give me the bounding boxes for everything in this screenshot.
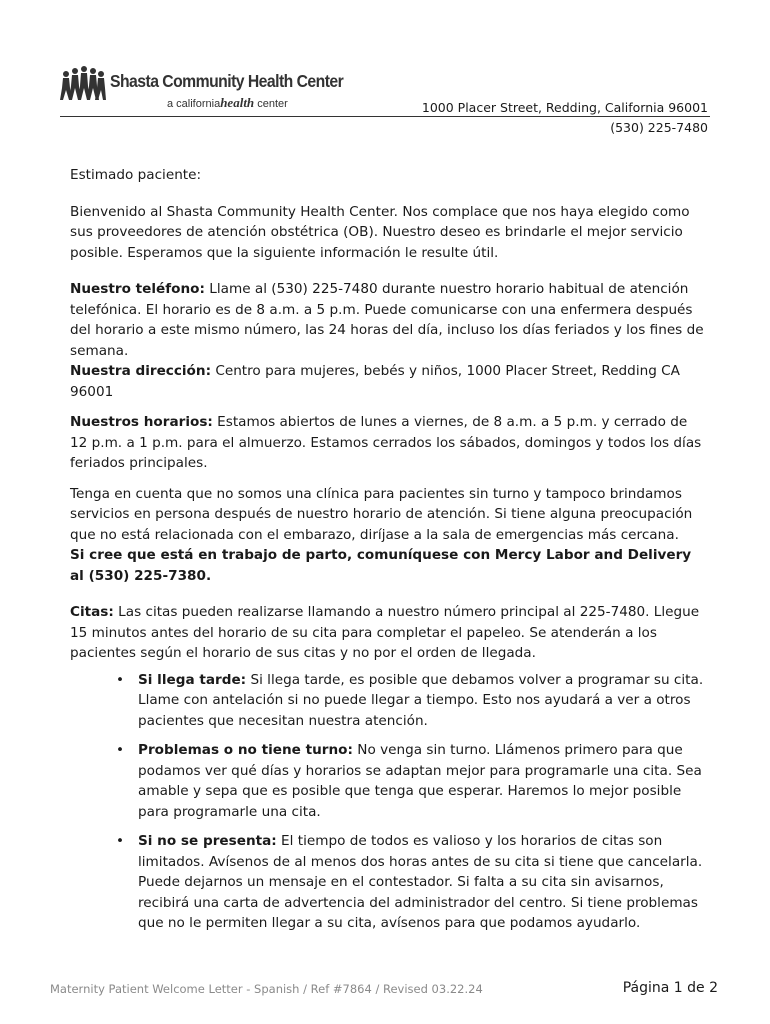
letterhead-logo [60, 66, 344, 116]
intro-paragraph: Bienvenido al Shasta Community Health Center. Nos complace que nos haya elegido como sus proveedores de atención obstétrica (OB). Nuestro deseo es brindarle el mejor servicio posible. Esperamos que la siguiente información le resulte útil. [70, 203, 690, 261]
header-address: 1000 Placer Street, Redding, California 96001 [421, 100, 708, 115]
org-tagline: a californiahealth center [167, 95, 288, 110]
appointments-paragraph: Citas: Las citas pueden realizarse llamando a nuestro número principal al 225-7480. Llegue 15 minutos antes del horario de su cita para completar el papeleo. Se atenderán a los pacientes según el horario de sus citas y no por el orden de llegada. [70, 604, 700, 661]
phone-paragraph: Nuestro teléfono: Llame al (530) 225-7480 durante nuestro horario habitual de atención telefónica. El horario es de 8 a.m. a 5 p.m. Puede comunicarse con una enfermera después del horario a este mismo número, las 24 horas del día, incluso los días feriados y los fines de semana. [70, 281, 704, 359]
header-divider [60, 116, 710, 117]
footer-doc-ref: Maternity Patient Welcome Letter - Spanish / Ref #7864 / Revised 03.22.24 [50, 982, 483, 996]
list-item: • Problemas o no tiene turno: No venga sin turno. Llámenos primero para que podamos ver qué días y horarios se adaptan mejor para programarle una cita. Sea amable y sepa que es posible que tenga que esperar. Haremos lo mejor posible para programarle una cita. [138, 740, 706, 822]
page-number: Página 1 de 2 [622, 980, 718, 996]
header-phone: (530) 225-7480 [610, 120, 708, 135]
appointment-rules-list [70, 670, 706, 934]
salutation: Estimado paciente: [70, 167, 202, 183]
phone-label: Nuestro teléfono: [70, 281, 205, 297]
list-item: • Si llega tarde: Si llega tarde, es posible que debamos volver a programar su cita. Llame con antelación si no puede llegar a tiempo. Esto nos ayudará a ver a otros pacientes que necesitan nuestra atención. [138, 670, 706, 732]
org-name: Shasta Community Health Center [110, 71, 344, 91]
walkin-paragraph: Tenga en cuenta que no somos una clínica para pacientes sin turno y tampoco brindamos servicios en persona después de nuestro horario de atención. Si tiene alguna preocupación que no está relacionada con el embarazo, diríjase a la sala de emergencias más cercana. [70, 485, 693, 543]
hours-paragraph: Nuestros horarios: Estamos abiertos de lunes a viernes, de 8 a.m. a 5 p.m. y cerrado de 12 p.m. a 1 p.m. para el almuerzo. Estamos cerrados los sábados, domingos y todos los días feriados principales. [70, 414, 702, 471]
appointments-label: Citas: [70, 604, 114, 620]
labor-notice: Si cree que está en trabajo de parto, comuníquese con Mercy Labor and Delivery al (530) 225-7380. [70, 547, 692, 584]
list-item: • Si no se presenta: El tiempo de todos es valioso y los horarios de citas son limitados. Avísenos de al menos dos horas antes de su cita si tiene que cancelarla. Puede dejarnos un mensaje en el contestador. Si falta a su cita sin avisarnos, recibirá una carta de advertencia del administrador del centro. Si tiene problemas que no le permiten llegar a su cita, avísenos para que podamos ayudarlo. [138, 831, 706, 934]
hours-label: Nuestros horarios: [70, 414, 213, 430]
people-group-logo-icon [60, 66, 106, 102]
address-paragraph: Nuestra dirección: Centro para mujeres, bebés y niños, 1000 Placer Street, Redding CA 96001 [70, 363, 680, 400]
address-label: Nuestra dirección: [70, 363, 212, 379]
letter-body [70, 165, 706, 943]
